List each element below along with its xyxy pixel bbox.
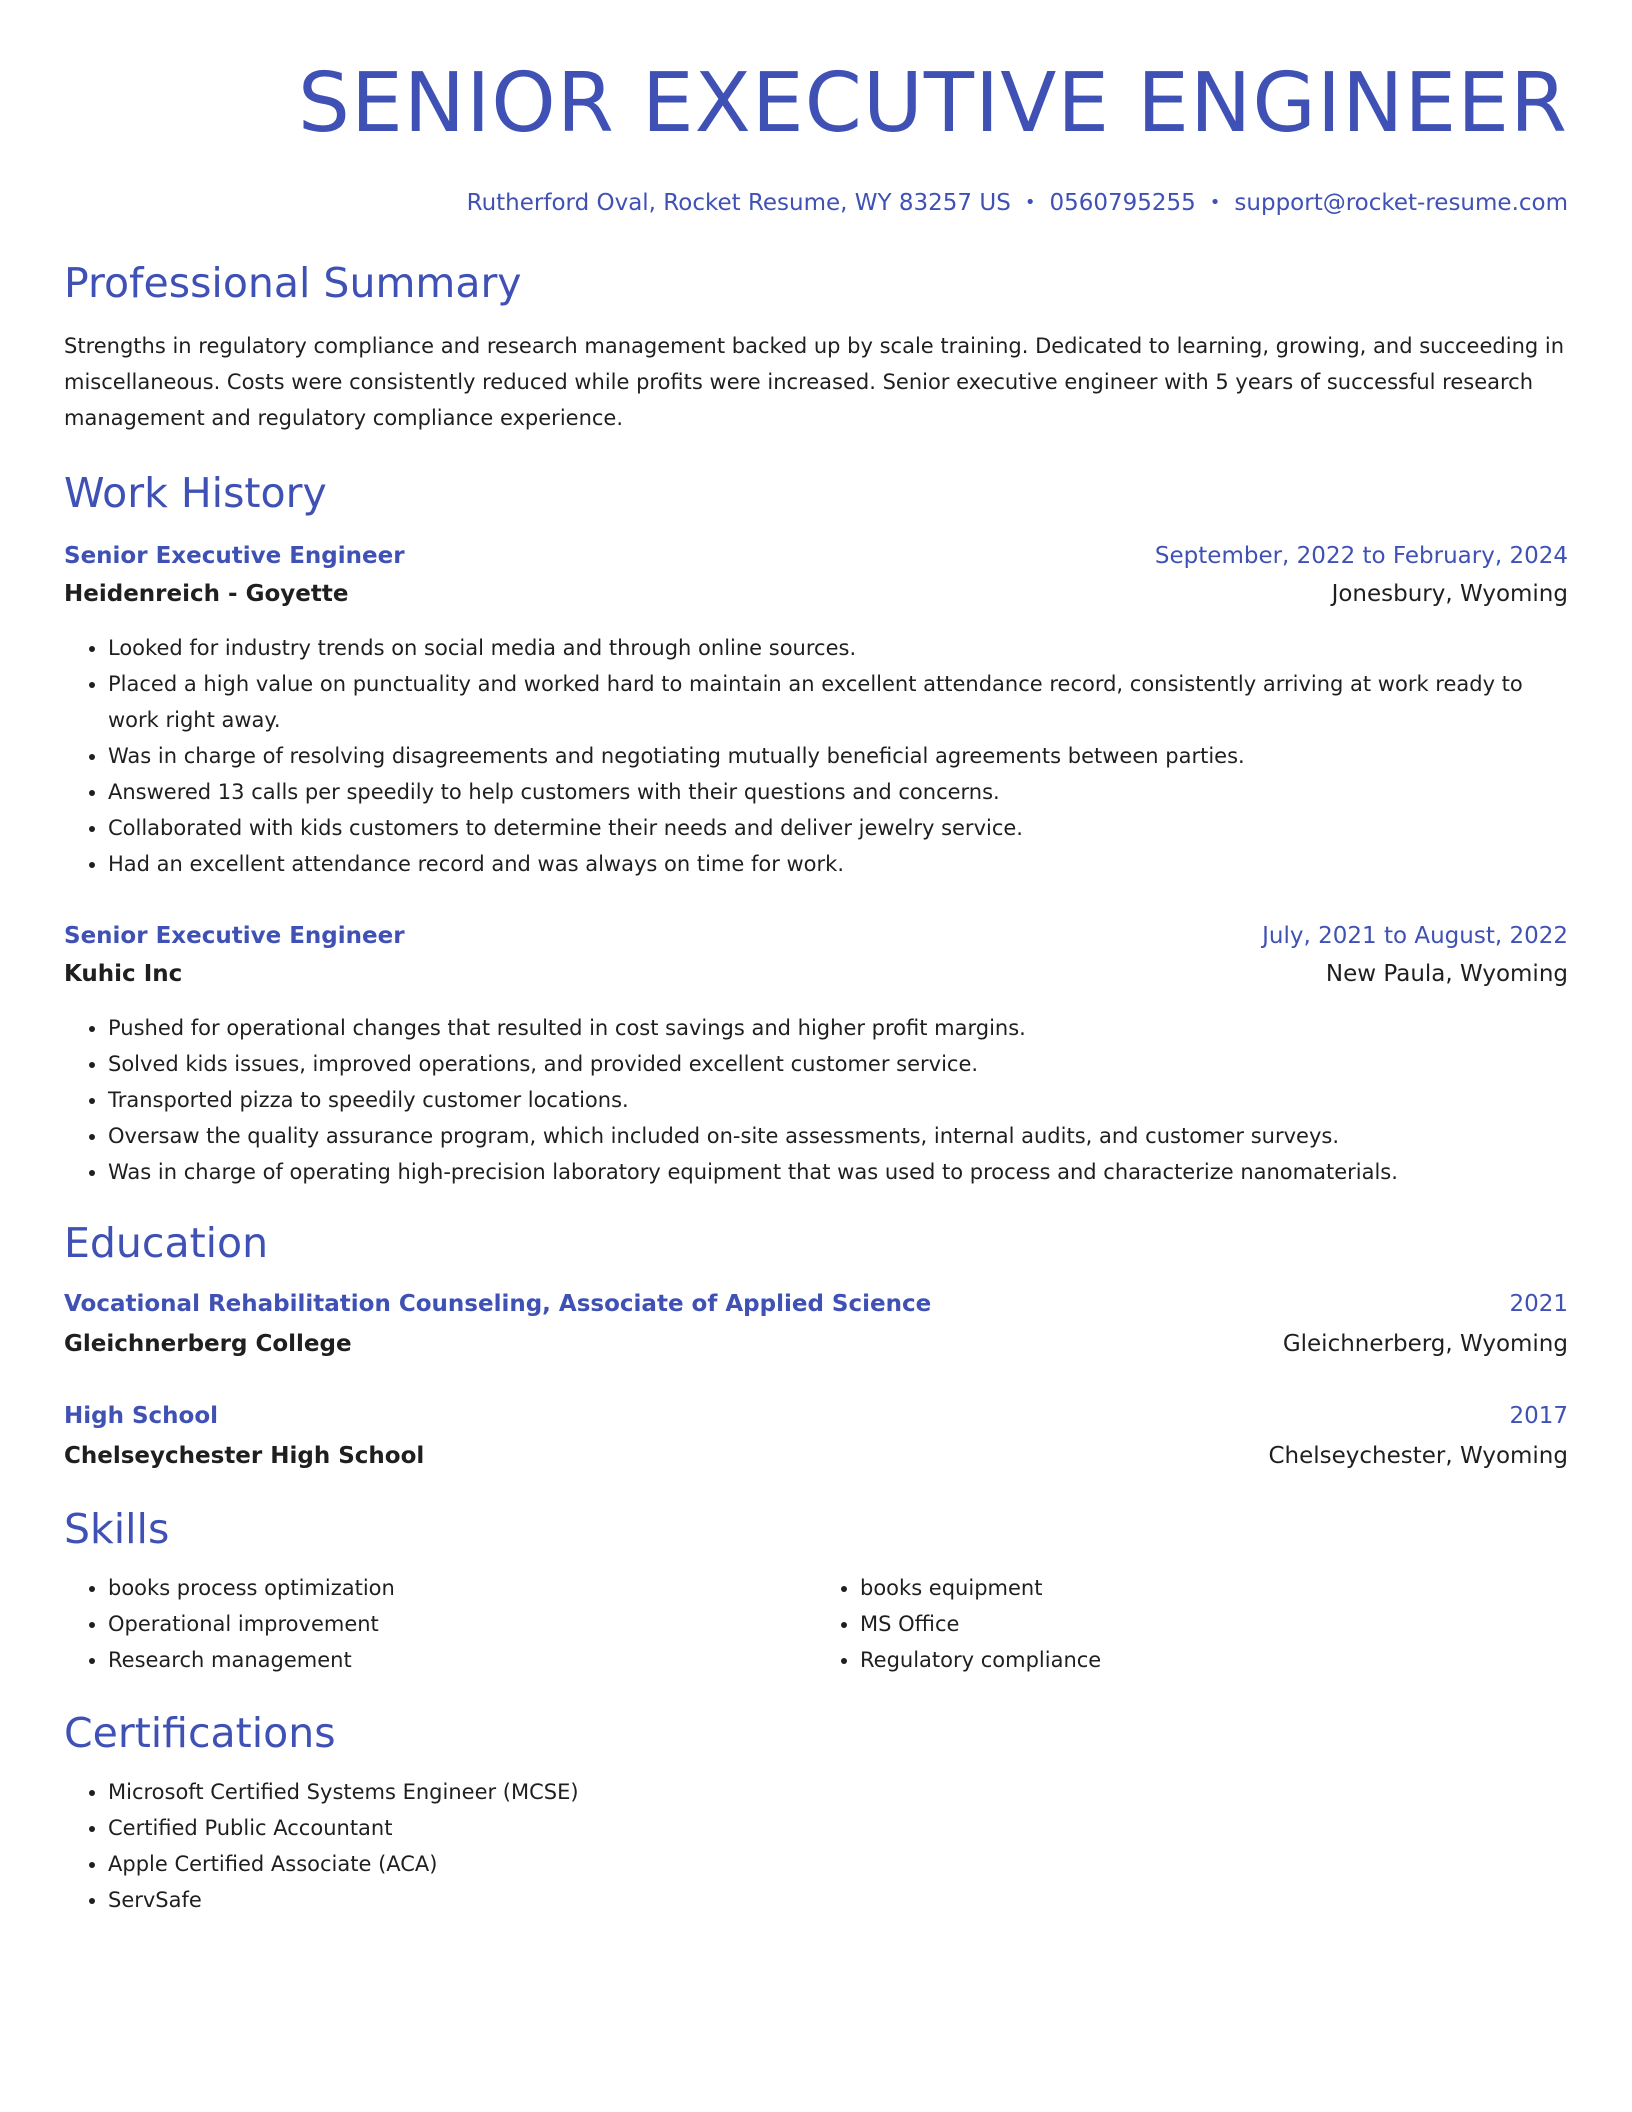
- list-item: • Looked for industry trends on social media and through online sources.: [108, 630, 1568, 666]
- education-header-row: [64, 1398, 1568, 1434]
- certification-item: • Microsoft Certified Systems Engineer (MCSE): [108, 1774, 1568, 1810]
- certifications-list: [64, 1774, 1568, 1918]
- certification-item: • Certified Public Accountant: [108, 1810, 1568, 1846]
- skill-item: • books process optimization: [108, 1570, 816, 1606]
- skill-item: • MS Office: [860, 1606, 1568, 1642]
- bullet-separator: •: [1209, 192, 1221, 213]
- list-item: • Had an excellent attendance record and was always on time for work.: [108, 846, 1568, 882]
- job-dates: July, 2021 to August, 2022: [1262, 923, 1568, 949]
- school-name: Gleichnerberg College: [64, 1331, 352, 1357]
- list-item: • Transported pizza to speedily customer locations.: [108, 1082, 1568, 1118]
- company-name: Heidenreich - Goyette: [64, 581, 349, 607]
- job-bullets: [64, 1010, 1568, 1190]
- job-company-row: [64, 574, 1568, 614]
- education-header-row: [64, 1286, 1568, 1322]
- education-entry: [64, 1286, 1568, 1366]
- school-name: Chelseychester High School: [64, 1443, 425, 1469]
- list-item: • Was in charge of resolving disagreements and negotiating mutually beneficial agreements between parties.: [108, 738, 1568, 774]
- job-location: Jonesbury, Wyoming: [1331, 581, 1568, 607]
- resume-header: [64, 56, 1568, 218]
- certification-item: • ServSafe: [108, 1882, 1568, 1918]
- section-title-skills: Skills: [64, 1505, 170, 1553]
- education-school-row: [64, 1322, 1568, 1366]
- summary-text: Strengths in regulatory compliance and research management backed up by scale training. Dedicated to learning, growing, and succeeding in miscellaneous. Costs were consistently reduced while profits were increased. Senior executive engineer with 5 years of successful research management and regulatory compliance experience.: [64, 334, 1565, 430]
- skill-item: • Operational improvement: [108, 1606, 816, 1642]
- graduation-year: 2021: [1509, 1291, 1568, 1317]
- degree-title: Vocational Rehabilitation Counseling, Associate of Applied Science: [64, 1291, 932, 1317]
- job-header-row: [64, 918, 1568, 954]
- graduation-year: 2017: [1509, 1403, 1568, 1429]
- address-text: Rutherford Oval, Rocket Resume, WY 83257 US: [466, 190, 1011, 216]
- section-title-summary: Professional Summary: [64, 259, 522, 307]
- skills-list-right: [816, 1570, 1568, 1678]
- job-company-row: [64, 954, 1568, 994]
- list-item: • Pushed for operational changes that resulted in cost savings and higher profit margins.: [108, 1010, 1568, 1046]
- education-school-row: [64, 1434, 1568, 1478]
- list-item: • Placed a high value on punctuality and worked hard to maintain an excellent attendance record, consistently arriving at work ready to work right away.: [108, 666, 1568, 738]
- job-title: Senior Executive Engineer: [64, 923, 405, 949]
- list-item: • Was in charge of operating high-precision laboratory equipment that was used to process and characterize nanomaterials.: [108, 1154, 1568, 1190]
- candidate-title: SENIOR EXECUTIVE ENGINEER: [297, 56, 1568, 151]
- certifications-block: [64, 1774, 1568, 1918]
- degree-title: High School: [64, 1403, 219, 1429]
- job-bullets: [64, 630, 1568, 882]
- email-link[interactable]: support@rocket-resume.com: [1234, 190, 1568, 216]
- company-name: Kuhic Inc: [64, 961, 183, 987]
- list-item: • Oversaw the quality assurance program, which included on-site assessments, internal audits, and customer surveys.: [108, 1118, 1568, 1154]
- bullet-separator: •: [1024, 192, 1036, 213]
- skills-columns: [64, 1570, 1568, 1678]
- list-item: • Answered 13 calls per speedily to help customers with their questions and concerns.: [108, 774, 1568, 810]
- list-item: • Solved kids issues, improved operations, and provided excellent customer service.: [108, 1046, 1568, 1082]
- job-header-row: [64, 538, 1568, 574]
- certification-item: • Apple Certified Associate (ACA): [108, 1846, 1568, 1882]
- education-entry: [64, 1398, 1568, 1478]
- section-title-work-history: Work History: [64, 469, 327, 517]
- list-item: • Collaborated with kids customers to determine their needs and deliver jewelry service.: [108, 810, 1568, 846]
- job-entry: [64, 918, 1568, 1190]
- contact-line: [64, 188, 1568, 218]
- job-location: New Paula, Wyoming: [1325, 961, 1568, 987]
- job-entry: [64, 538, 1568, 882]
- section-title-certifications: Certifications: [64, 1709, 336, 1757]
- phone-text: 0560795255: [1049, 190, 1196, 216]
- school-location: Gleichnerberg, Wyoming: [1282, 1331, 1568, 1357]
- skill-item: • Regulatory compliance: [860, 1642, 1568, 1678]
- skill-item: • books equipment: [860, 1570, 1568, 1606]
- skills-list-left: [64, 1570, 816, 1678]
- job-title: Senior Executive Engineer: [64, 543, 405, 569]
- skill-item: • Research management: [108, 1642, 816, 1678]
- school-location: Chelseychester, Wyoming: [1268, 1443, 1568, 1469]
- job-dates: September, 2022 to February, 2024: [1154, 543, 1568, 569]
- section-title-education: Education: [64, 1219, 269, 1267]
